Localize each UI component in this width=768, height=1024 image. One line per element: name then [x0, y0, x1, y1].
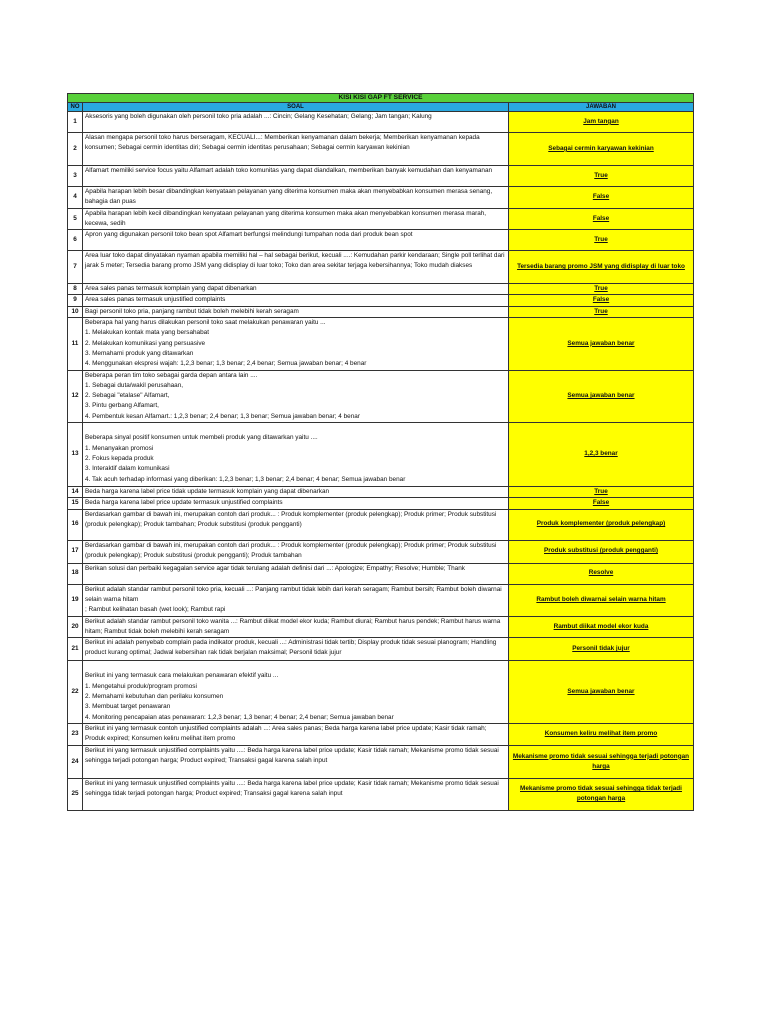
answer-text: Konsumen keliru melihat item promo [509, 723, 694, 745]
table-row [68, 208, 694, 230]
question-text: Beberapa sinyal positif konsumen untuk membeli produk yang ditawarkan yaitu .... 1. Menanyakan promosi 2. Fokus kepada produk 3. Interaktif dalam komunikasi 4. Tak acuh terhadap informasi yang diberikan: 1,2,3 benar; 1,3 benar; 2,4 benar; 4 benar; Semua jawaban benar [83, 423, 509, 487]
table-row [68, 616, 694, 638]
question-text: Alasan mengapa personil toko harus berseragam, KECUALI...: Memberikan kenyamanan dalam bekerja; Memberikan kenyamanan kepada konsumen; Sebagai cermin identitas diri; Sebagai cermin identitas perusahaan; Sebagai cermin karyawan kekinian [83, 133, 509, 166]
answer-text: Sebagai cermin karyawan kekinian [509, 133, 694, 166]
question-text: Berikut adalah standar rambut personil toko pria, kecuali ...: Panjang rambut tidak lebih dari kerah seragam; Rambut bersih; Rambut boleh diwarnai selain warna hitam ; Rambut kelihatan basah (wet look); Rambut rapi [83, 584, 509, 616]
row-number: 6 [68, 230, 83, 251]
row-number: 25 [68, 778, 83, 810]
table-row [68, 133, 694, 166]
table-row [68, 638, 694, 661]
row-number: 9 [68, 295, 83, 306]
answer-text: True [509, 230, 694, 251]
question-text: Berdasarkan gambar di bawah ini, merupakan contoh dari produk... : Produk komplementer (produk pelengkap); Produk primer; Produk substitusi (produk pelengkap); Produk substitusi (produk pengganti); Produk tambahan [83, 540, 509, 563]
row-number: 7 [68, 251, 83, 284]
table-row [68, 230, 694, 251]
table-row [68, 112, 694, 133]
answer-text: True [509, 284, 694, 295]
table-row [68, 423, 694, 487]
table-body [68, 112, 694, 811]
question-text: Area sales panas termasuk komplain yang dapat dibenarkan [83, 284, 509, 295]
table-row [68, 540, 694, 563]
question-text: Berikut ini adalah penyebab complain pada indikator produk, kecuali ...: Administrasi tidak tertib; Display produk tidak sesuai planogram; Handling product kurang optimal; Jadwal kebersihan rak tidak berjalan maksimal; Personil tidak jujur [83, 638, 509, 661]
question-text: Apabila harapan lebih kecil dibandingkan kenyataan pelayanan yang diterima konsumen maka akan menyebabkan konsumen merasa marah, kecewa, sedih [83, 208, 509, 230]
table-row [68, 306, 694, 317]
row-number: 11 [68, 318, 83, 370]
answer-text: False [509, 187, 694, 209]
question-text: Berikut adalah standar rambut personil toko wanita ...: Rambut diikat model ekor kuda; Rambut diurai; Rambut harus pendek; Rambut harus warna hitam; Rambut tidak boleh melebihi kerah seragam [83, 616, 509, 638]
answer-text: True [509, 306, 694, 317]
question-text: Berikut ini yang termasuk unjustified complaints yaitu ....: Beda harga karena label price update; Kasir tidak ramah; Mekanisme promo tidak sesuai sehingga terjadi potongan harga; Product expired; Transaksi gagal karena salah input [83, 745, 509, 778]
answer-text: 1,2,3 benar [509, 423, 694, 487]
answer-text: False [509, 295, 694, 306]
table-row [68, 370, 694, 422]
row-number: 13 [68, 423, 83, 487]
row-number: 3 [68, 166, 83, 187]
question-text: Berikut ini yang termasuk cara melakukan penawaran efektif yaitu ... 1. Mengetahui produk/program promosi 2. Memahami kebutuhan dan perilaku konsumen 3. Membuat target penawaran 4. Monitoring pencapaian atas penawaran: 1,2,3 benar; 1,3 benar; 4 benar; 2,4 benar; Semua jawaban benar [83, 661, 509, 724]
answer-text: Tersedia barang promo JSM yang didisplay di luar toko [509, 251, 694, 284]
answer-text: Semua jawaban benar [509, 370, 694, 422]
header-jawaban: JAWABAN [509, 103, 694, 112]
answer-text: Rambut boleh diwarnai selain warna hitam [509, 584, 694, 616]
table-row [68, 318, 694, 370]
row-number: 24 [68, 745, 83, 778]
row-number: 15 [68, 498, 83, 509]
table-row [68, 584, 694, 616]
row-number: 22 [68, 661, 83, 724]
table-row [68, 251, 694, 284]
table-row [68, 509, 694, 540]
row-number: 23 [68, 723, 83, 745]
question-text: Beda harga karena label price tidak update termasuk komplain yang dapat dibenarkan [83, 487, 509, 498]
question-text: Area luar toko dapat dinyatakan nyaman apabila memiliki hal – hal sebagai berikut, kecuali ....: Kemudahan parkir kendaraan; Single poll terlihat dari jarak 5 meter; Tersedia barang promo JSM yang didisplay di luar toko; Toko dan area sekitar terjaga kebersihannya; Toko mudah diakses [83, 251, 509, 284]
table-row [68, 563, 694, 584]
answer-text: Mekanisme promo tidak sesuai sehingga terjadi potongan harga [509, 745, 694, 778]
row-number: 2 [68, 133, 83, 166]
table-row [68, 745, 694, 778]
answer-text: Produk substitusi (produk pengganti) [509, 540, 694, 563]
answer-text: Resolve [509, 563, 694, 584]
question-text: Berikut ini yang termasuk unjustified complaints yaitu ....: Beda harga karena label price update; Kasir tidak ramah; Mekanisme promo tidak sesuai sehingga tidak terjadi potongan harga; Product expired; Transaksi gagal karena salah input [83, 778, 509, 810]
answer-text: True [509, 166, 694, 187]
table-row [68, 295, 694, 306]
question-text: Beberapa hal yang harus dilakukan personil toko saat melakukan penawaran yaitu ... 1. Melakukan kontak mata yang bersahabat 2. Melakukan komunikasi yang persuasive 3. Memahami produk yang ditawarkan 4. Menggunakan ekspresi wajah: 1,2,3 benar; 1,3 benar; 2,4 benar; Semua jawaban benar; 4 benar [83, 318, 509, 370]
answer-text: Semua jawaban benar [509, 318, 694, 370]
header-no: NO [68, 103, 83, 112]
row-number: 4 [68, 187, 83, 209]
answer-text: Rambut diikat model ekor kuda [509, 616, 694, 638]
table-row [68, 661, 694, 724]
row-number: 1 [68, 112, 83, 133]
answer-text: Semua jawaban benar [509, 661, 694, 724]
row-number: 19 [68, 584, 83, 616]
table-row [68, 723, 694, 745]
question-text: Berikan solusi dan perbaiki kegagalan service agar tidak terulang adalah definisi dari ...: Apologize; Empathy; Resolve; Humble; Thank [83, 563, 509, 584]
row-number: 16 [68, 509, 83, 540]
row-number: 18 [68, 563, 83, 584]
row-number: 12 [68, 370, 83, 422]
question-text: Berdasarkan gambar di bawah ini, merupakan contoh dari produk... : Produk komplementer (produk pelengkap); Produk primer; Produk substitusi (produk pelengkap); Produk tambahan; Produk substitusi (produk pengganti) [83, 509, 509, 540]
table-title: KISI KISI GAP FT SERVICE [68, 94, 694, 103]
question-text: Apabila harapan lebih besar dibandingkan kenyataan pelayanan yang diterima konsumen maka akan menyebabkan konsumen merasa senang, bahagia dan puas [83, 187, 509, 209]
row-number: 8 [68, 284, 83, 295]
row-number: 17 [68, 540, 83, 563]
table-row [68, 166, 694, 187]
answer-text: False [509, 208, 694, 230]
table-row [68, 284, 694, 295]
question-text: Area sales panas termasuk unjustified complaints [83, 295, 509, 306]
question-text: Beda harga karena label price update termasuk unjustified complaints [83, 498, 509, 509]
question-text: Alfamart memiliki service focus yaitu Alfamart adalah toko komunitas yang dapat diandalkan, memberikan banyak kemudahan dan kenyamanan [83, 166, 509, 187]
question-text: Aksesoris yang boleh digunakan oleh personil toko pria adalah ...: Cincin; Gelang Kesehatan; Gelang; Jam tangan; Kalung [83, 112, 509, 133]
answer-text: Produk komplementer (produk pelengkap) [509, 509, 694, 540]
question-text: Beberapa peran tim toko sebagai garda depan antara lain .... 1. Sebagai duta/wakil perusahaan, 2. Sebagai "etalase" Alfamart, 3. Pintu gerbang Alfamart, 4. Pembentuk kesan Alfamart.: 1,2,3 benar; 2,4 benar; 1,3 benar; Semua jawaban benar; 4 benar [83, 370, 509, 422]
row-number: 10 [68, 306, 83, 317]
answer-text: Jam tangan [509, 112, 694, 133]
table-row [68, 187, 694, 209]
answer-text: Mekanisme promo tidak sesuai sehingga tidak terjadi potongan harga [509, 778, 694, 810]
table-row [68, 487, 694, 498]
question-text: Berikut ini yang termasuk contoh unjustified complaints adalah ...: Area sales panas; Beda harga karena label price update; Kasir tidak ramah; Produk expired; Konsumen keliru melihat item promo [83, 723, 509, 745]
table-row [68, 778, 694, 810]
table-row [68, 498, 694, 509]
answer-text: Personil tidak jujur [509, 638, 694, 661]
question-text: Apron yang digunakan personil toko bean spot Alfamart berfungsi melindungi tumpahan noda dari produk bean spot [83, 230, 509, 251]
question-text: Bagi personil toko pria, panjang rambut tidak boleh melebihi kerah seragam [83, 306, 509, 317]
row-number: 14 [68, 487, 83, 498]
kisi-table [67, 93, 694, 811]
answer-text: False [509, 498, 694, 509]
row-number: 21 [68, 638, 83, 661]
row-number: 20 [68, 616, 83, 638]
row-number: 5 [68, 208, 83, 230]
answer-text: True [509, 487, 694, 498]
header-soal: SOAL [83, 103, 509, 112]
